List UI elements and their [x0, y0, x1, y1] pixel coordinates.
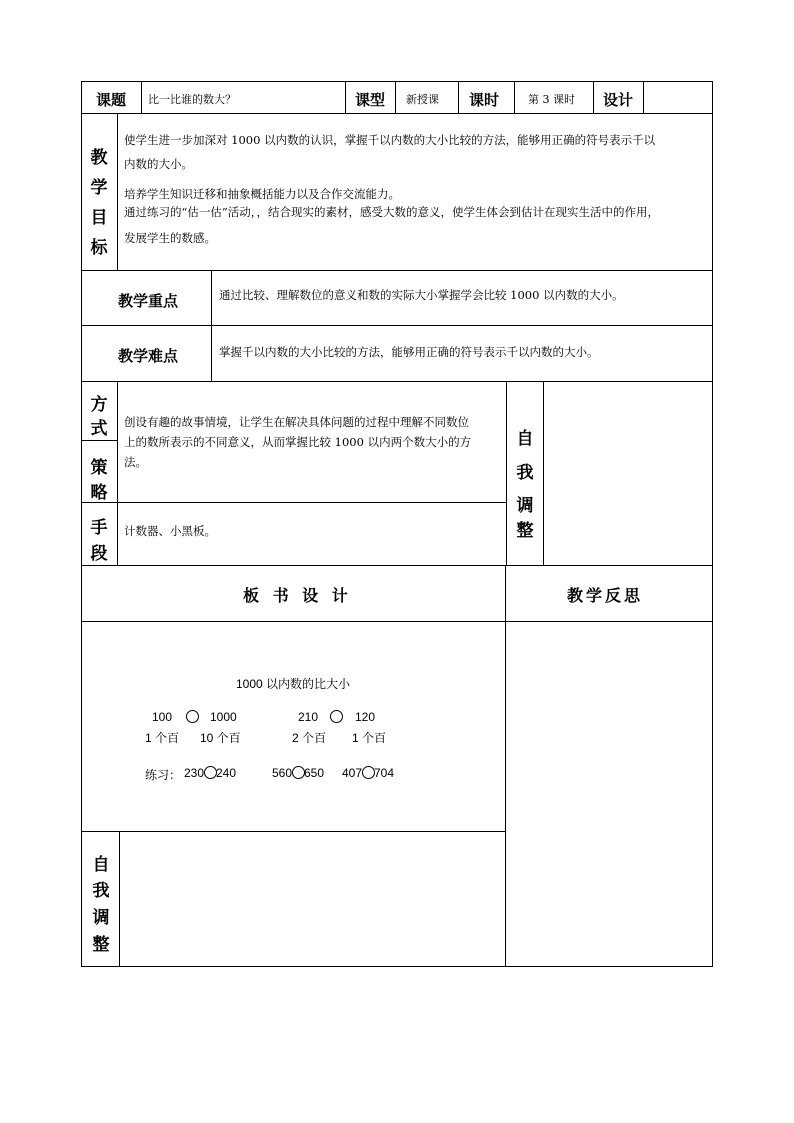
- objectives-label-4: 标: [90, 238, 108, 258]
- rule: [81, 502, 506, 503]
- objectives-line: 发展学生的数感。: [124, 231, 216, 245]
- rule: [119, 831, 120, 966]
- bottom-self-adjust-char: 我: [92, 881, 110, 901]
- rule: [395, 81, 396, 113]
- objectives-line: 使学生进一步加深对 1000 以内数的认识，掌握千以内数的大小比较的方法，能够用正确的符号表示千以: [124, 133, 656, 147]
- compare-circle: [330, 710, 343, 723]
- compare-circle: [186, 710, 199, 723]
- design-label: 设计: [603, 91, 634, 109]
- tools-text: 计数器、小黑板。: [124, 524, 216, 538]
- rule: [543, 381, 544, 565]
- board-heading: 板 书 设 计: [243, 586, 352, 605]
- key-point-text: 通过比较、理解数位的意义和数的实际大小掌握学会比较 1000 以内数的大小。: [219, 288, 624, 302]
- sub1-right: 10 个百: [200, 731, 241, 745]
- methods-label-fang: 方: [90, 395, 108, 415]
- rule: [81, 81, 82, 967]
- cmp2-left: 210: [298, 710, 319, 724]
- rule: [81, 113, 713, 114]
- objectives-line: 通过练习的“估一估”活动，，结合现实的素材，感受大数的意义，使学生体会到估计在现实生活中的作用，: [124, 205, 660, 219]
- difficulty-label: 教学难点: [118, 347, 179, 365]
- rule: [81, 621, 713, 622]
- rule: [593, 81, 594, 113]
- type-value: 新授课: [406, 93, 439, 106]
- rule: [81, 565, 713, 566]
- topic-label: 课题: [96, 91, 127, 109]
- rule: [458, 81, 459, 113]
- self-adjust-char: 自: [516, 429, 534, 449]
- period-value: 第 3 课时: [528, 93, 575, 106]
- bottom-self-adjust-char: 整: [92, 935, 110, 955]
- key-point-label: 教学重点: [118, 292, 179, 310]
- topic-value: 比一比谁的数大？: [148, 93, 236, 106]
- objectives-label-1: 教: [90, 148, 108, 168]
- rule: [505, 565, 506, 966]
- ex2-left: 560: [272, 766, 293, 780]
- methods-label-lue: 略: [90, 483, 108, 503]
- ex2-right: 650: [304, 766, 325, 780]
- rule: [117, 381, 118, 565]
- methods-label-duan: 段: [90, 544, 108, 564]
- rule: [117, 113, 118, 270]
- self-adjust-char: 调: [516, 496, 534, 516]
- rule: [643, 81, 644, 113]
- strategy-line: 上的数所表示的不同意义，从而掌握比较 1000 以内两个数大小的方: [124, 435, 472, 449]
- objectives-line: 培养学生知识迁移和抽象概括能力以及合作交流能力。: [124, 187, 400, 201]
- board-title: 1000 以内数的比大小: [236, 677, 351, 691]
- rule: [345, 81, 346, 113]
- ex1-left: 230: [184, 766, 205, 780]
- rule: [211, 270, 212, 381]
- self-adjust-char: 整: [516, 521, 534, 541]
- ex3-left: 407: [342, 766, 363, 780]
- objectives-label-3: 目: [90, 208, 108, 228]
- methods-label-shi: 式: [90, 419, 108, 439]
- rule: [514, 81, 515, 113]
- cmp1-left: 100: [152, 710, 173, 724]
- rule: [81, 831, 505, 832]
- strategy-line: 法。: [124, 455, 147, 469]
- rule: [141, 81, 142, 113]
- objectives-label-2: 学: [90, 178, 108, 198]
- methods-label-ce: 策: [90, 458, 108, 478]
- reflection-heading: 教学反思: [567, 586, 644, 605]
- ex3-right: 704: [374, 766, 395, 780]
- sub1-left: 1 个百: [145, 731, 180, 745]
- ex1-right: 240: [216, 766, 237, 780]
- rule: [81, 381, 713, 382]
- bottom-self-adjust-char: 自: [92, 855, 110, 875]
- self-adjust-char: 我: [516, 463, 534, 483]
- cmp1-right: 1000: [210, 710, 237, 724]
- sub2-right: 1 个百: [352, 731, 387, 745]
- rule: [712, 81, 713, 967]
- cmp2-right: 120: [355, 710, 376, 724]
- type-label: 课型: [355, 91, 386, 109]
- methods-label-shou: 手: [90, 518, 108, 538]
- practice-label: 练习：: [145, 768, 182, 782]
- rule: [506, 381, 507, 565]
- objectives-line: 内数的大小。: [124, 157, 193, 171]
- difficulty-text: 掌握千以内数的大小比较的方法，能够用正确的符号表示千以内数的大小。: [219, 345, 599, 359]
- strategy-line: 创设有趣的故事情境，让学生在解决具体问题的过程中理解不同数位: [124, 415, 469, 429]
- rule: [81, 966, 713, 967]
- rule: [81, 440, 117, 441]
- rule: [81, 270, 713, 271]
- bottom-self-adjust-char: 调: [92, 908, 110, 928]
- rule: [81, 325, 713, 326]
- sub2-left: 2 个百: [292, 731, 327, 745]
- period-label: 课时: [469, 91, 500, 109]
- rule: [81, 81, 713, 82]
